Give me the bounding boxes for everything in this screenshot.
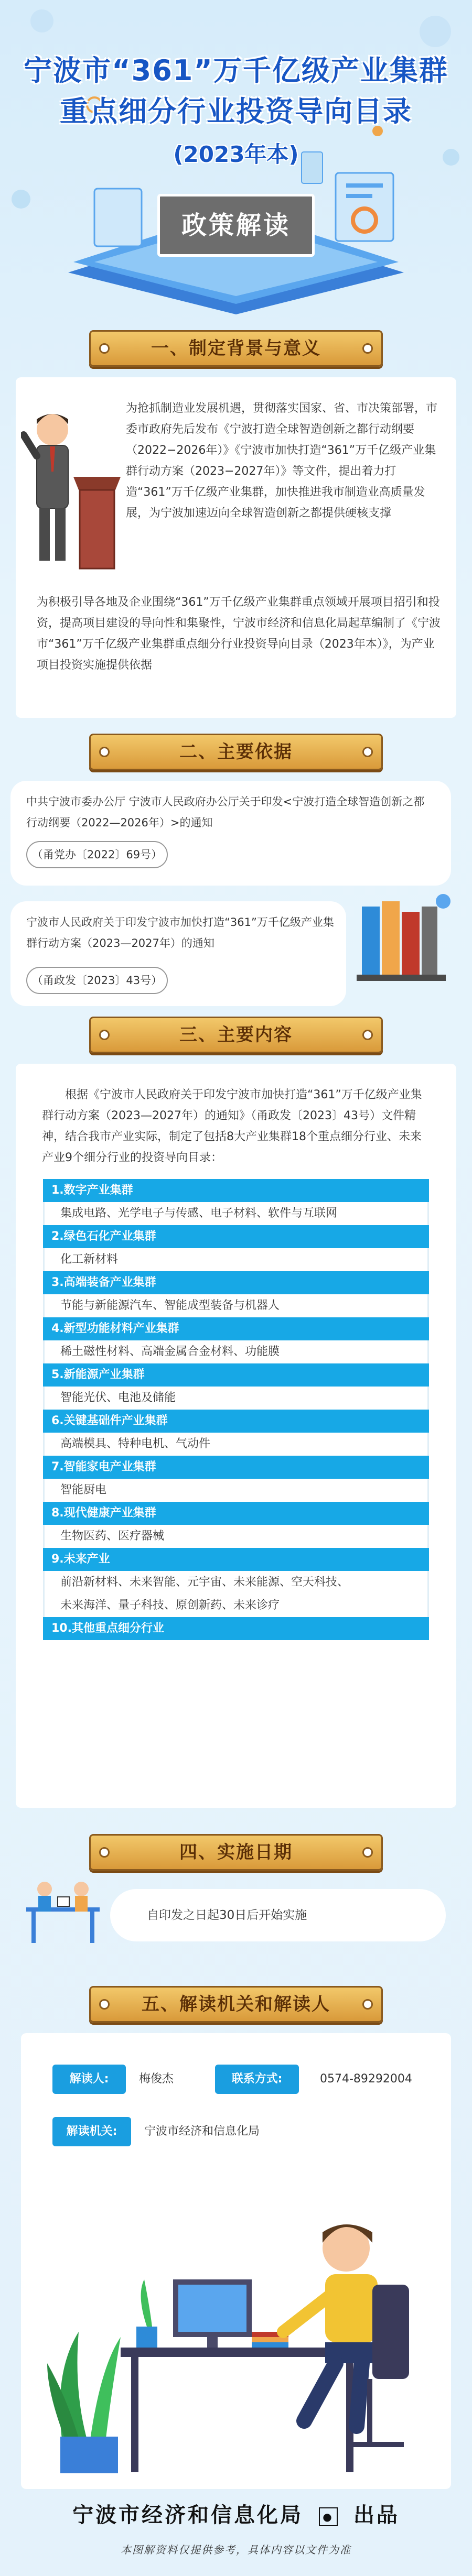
interpreter-person: 梅俊杰 bbox=[139, 2072, 174, 2086]
basis-doc-1-text: 中共宁波市委办公厅 宁波市人民政府办公厅关于印发<宁波打造全球智造创新之都行动纲要（2022—2026年）>的通知 bbox=[26, 795, 425, 829]
section-title: 二、主要依据 bbox=[179, 741, 293, 762]
basis-doc-2-text: 宁波市人民政府关于印发宁波市加快打造“361”万千亿级产业集群行动方案（2023—2027年）的通知 bbox=[26, 916, 334, 949]
category-items: 前沿新材料、未来智能、元宇宙、未来能源、空天科技、 bbox=[43, 1571, 429, 1594]
category-header: 1.数字产业集群 bbox=[43, 1179, 429, 1202]
interpreter-contact: 0574-89292004 bbox=[320, 2072, 412, 2086]
category-items: 节能与新能源汽车、智能成型装备与机器人 bbox=[43, 1294, 429, 1317]
category-header: 3.高端装备产业集群 bbox=[43, 1271, 429, 1294]
category-items: 智能光伏、电池及储能 bbox=[43, 1387, 429, 1410]
category-header: 8.现代健康产业集群 bbox=[43, 1502, 429, 1525]
section-header-interpreter bbox=[89, 1986, 383, 2023]
section-header-implementation bbox=[89, 1834, 383, 1871]
background-paragraph-1: 为抢抓制造业发展机遇，贯彻落实国家、省、市决策部署，市委市政府先后发布《宁波打造全球智造创新之都行动纲要（2022−2026年）》《宁波市加快打造“361”万千亿级产业集群行动方案（2023−2027年）》等文件，提出着力打造“361”万千亿级产业集群，加快推进我市制造业高质量发展，为宁波加速迈向全球智造创新之都提供硬核支撑 bbox=[126, 402, 438, 520]
section-title: 五、解读机关和解读人 bbox=[142, 1994, 330, 2015]
section-header-background bbox=[89, 330, 383, 367]
category-header: 2.绿色石化产业集群 bbox=[43, 1225, 429, 1248]
category-items: 化工新材料 bbox=[43, 1248, 429, 1271]
hero-banner bbox=[0, 0, 472, 314]
calendar-people-illustration bbox=[21, 1876, 105, 1949]
basis-doc-1 bbox=[10, 781, 451, 886]
category-header: 10.其他重点细分行业 bbox=[43, 1617, 429, 1640]
category-header: 9.未来产业 bbox=[43, 1548, 429, 1571]
category-items: 未来海洋、量子科技、原创新药、未来诊疗 bbox=[43, 1594, 429, 1617]
background-paragraph-2: 为积极引导各地及企业围绕“361”万千亿级产业集群重点领域开展项目招引和投资，提高项目建设的导向性和集聚性，宁波市经济和信息化局起草编制了《宁波市“361”万千亿级产业集群重点细分行业投资导向目录（2023年本）》，为产业项目投资实施提供依据 bbox=[37, 596, 441, 672]
section-title: 四、实施日期 bbox=[179, 1842, 293, 1863]
category-items: 集成电路、光学电子与传感、电子材料、软件与互联网 bbox=[43, 1202, 429, 1225]
category-items: 高端模具、特种电机、气动件 bbox=[43, 1433, 429, 1456]
category-items: 智能厨电 bbox=[43, 1479, 429, 1502]
category-items: 生物医药、医疗器械 bbox=[43, 1525, 429, 1548]
footer-logo-icon: ● bbox=[319, 2507, 338, 2526]
interpreter-contact-label: 联系方式: bbox=[215, 2065, 299, 2094]
speaker-illustration bbox=[21, 398, 126, 571]
section-title: 三、主要内容 bbox=[179, 1024, 293, 1045]
category-header: 7.智能家电产业集群 bbox=[43, 1456, 429, 1479]
hero-year: (2023年本) bbox=[173, 141, 299, 167]
footer-org: 宁波市经济和信息化局 ● 出品 bbox=[72, 2503, 400, 2527]
books-illustration bbox=[351, 886, 456, 990]
content-intro: 根据《宁波市人民政府关于印发宁波市加快打造“361”万千亿级产业集群行动方案（2023—2027年）的通知》（甬政发〔2023〕43号）文件精神，结合我市产业实际，制定了包括8大产业集群18个重点细分行业、未来产业9个细分行业的投资导向目录： bbox=[42, 1088, 422, 1164]
office-worker-illustration bbox=[31, 2175, 441, 2479]
section-header-basis bbox=[89, 734, 383, 770]
section-title: 一、制定背景与意义 bbox=[151, 338, 321, 359]
basis-doc-1-number: （甬党办〔2022〕69号） bbox=[26, 841, 168, 868]
hero-title-line2: 重点细分行业投资导向目录 bbox=[60, 95, 412, 128]
category-header: 4.新型功能材料产业集群 bbox=[43, 1317, 429, 1340]
interpreter-person-label: 解读人: bbox=[52, 2065, 126, 2094]
implementation-card bbox=[110, 1889, 446, 1941]
interpreter-org: 宁波市经济和信息化局 bbox=[144, 2125, 260, 2138]
category-items: 稀土磁性材料、高端金属合金材料、功能膜 bbox=[43, 1340, 429, 1363]
policy-badge bbox=[157, 194, 315, 257]
basis-doc-2 bbox=[10, 901, 346, 1006]
category-header: 5.新能源产业集群 bbox=[43, 1363, 429, 1387]
interpreter-org-label: 解读机关: bbox=[52, 2117, 131, 2146]
interpreter-card bbox=[21, 2033, 451, 2489]
hero-title-line1: 宁波市“361”万千亿级产业集群 bbox=[24, 54, 448, 87]
section-header-content bbox=[89, 1017, 383, 1053]
category-header: 6.关键基础件产业集群 bbox=[43, 1410, 429, 1433]
policy-badge-label: 政策解读 bbox=[181, 211, 291, 240]
basis-doc-2-number: （甬政发〔2023〕43号） bbox=[26, 967, 168, 994]
footer-note: 本图解资料仅提供参考，具体内容以文件为准 bbox=[121, 2544, 351, 2556]
implementation-text: 自印发之日起30日后开始实施 bbox=[147, 1908, 307, 1922]
background-card bbox=[16, 377, 456, 718]
